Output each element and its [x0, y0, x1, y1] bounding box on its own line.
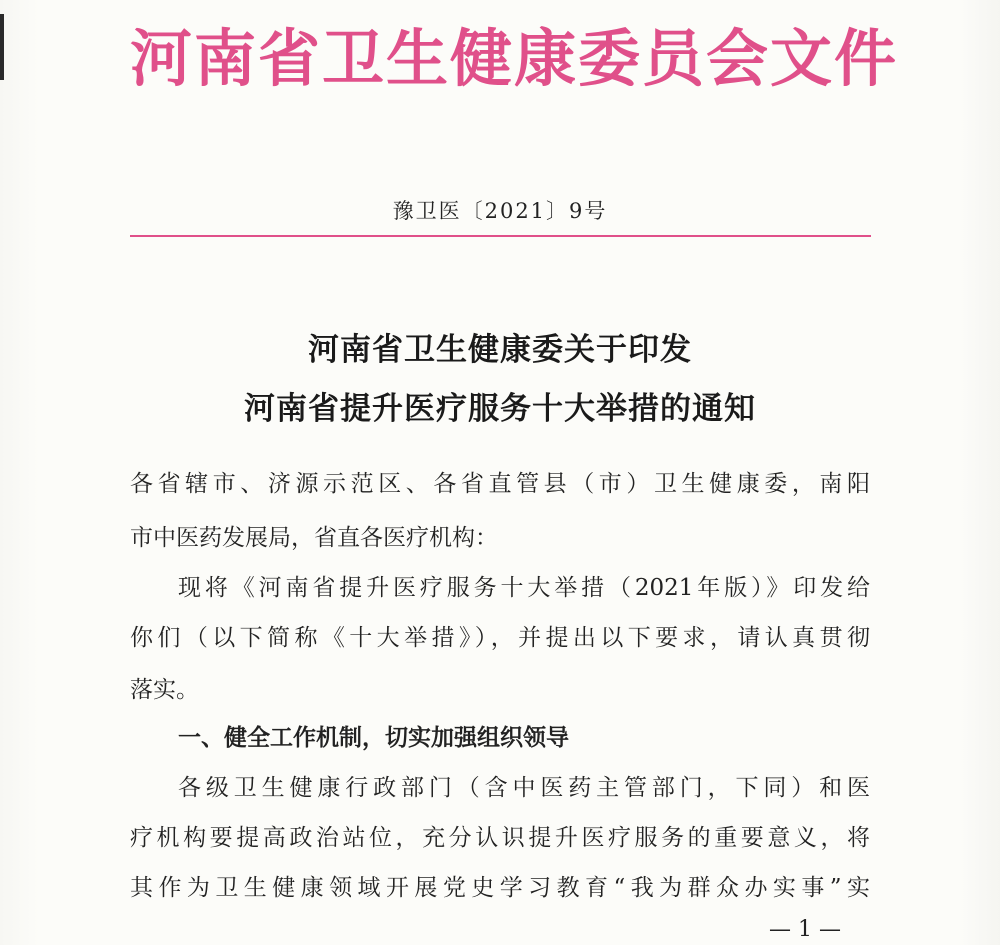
page-number: — 1 —	[769, 917, 841, 942]
notice-title-line-2: 河南省提升医疗服务十大举措的通知	[244, 391, 756, 427]
body-line-para2-3: 其作为卫生健康领域开展党史学习教育“我为群众办实事”实	[130, 875, 870, 901]
notice-title-line-1: 河南省卫生健康委关于印发	[308, 332, 692, 368]
scan-edge-mark	[0, 14, 4, 80]
red-divider-line	[130, 235, 871, 237]
document-number: 豫卫医〔2021〕9号	[392, 199, 608, 223]
body-line-addressee-1: 各省辖市、济源示范区、各省直管县（市）卫生健康委，南阳	[130, 471, 870, 497]
body-line-para1-2: 你们（以下简称《十大举措》），并提出以下要求，请认真贯彻	[130, 625, 870, 651]
body-line-para2-1: 各级卫生健康行政部门（含中医药主管部门，下同）和医	[178, 775, 870, 801]
section-heading-1: 一、健全工作机制，切实加强组织领导	[178, 725, 569, 751]
body-line-para1-1: 现将《河南省提升医疗服务十大举措（2021年版）》印发给	[178, 575, 870, 601]
red-header-title: 河南省卫生健康委员会文件	[130, 22, 899, 95]
body-line-para1-3: 落实。	[130, 677, 199, 703]
body-line-para2-2: 疗机构要提高政治站位，充分认识提升医疗服务的重要意义，将	[130, 825, 870, 851]
body-line-addressee-2: 市中医药发展局，省直各医疗机构：	[130, 525, 498, 551]
